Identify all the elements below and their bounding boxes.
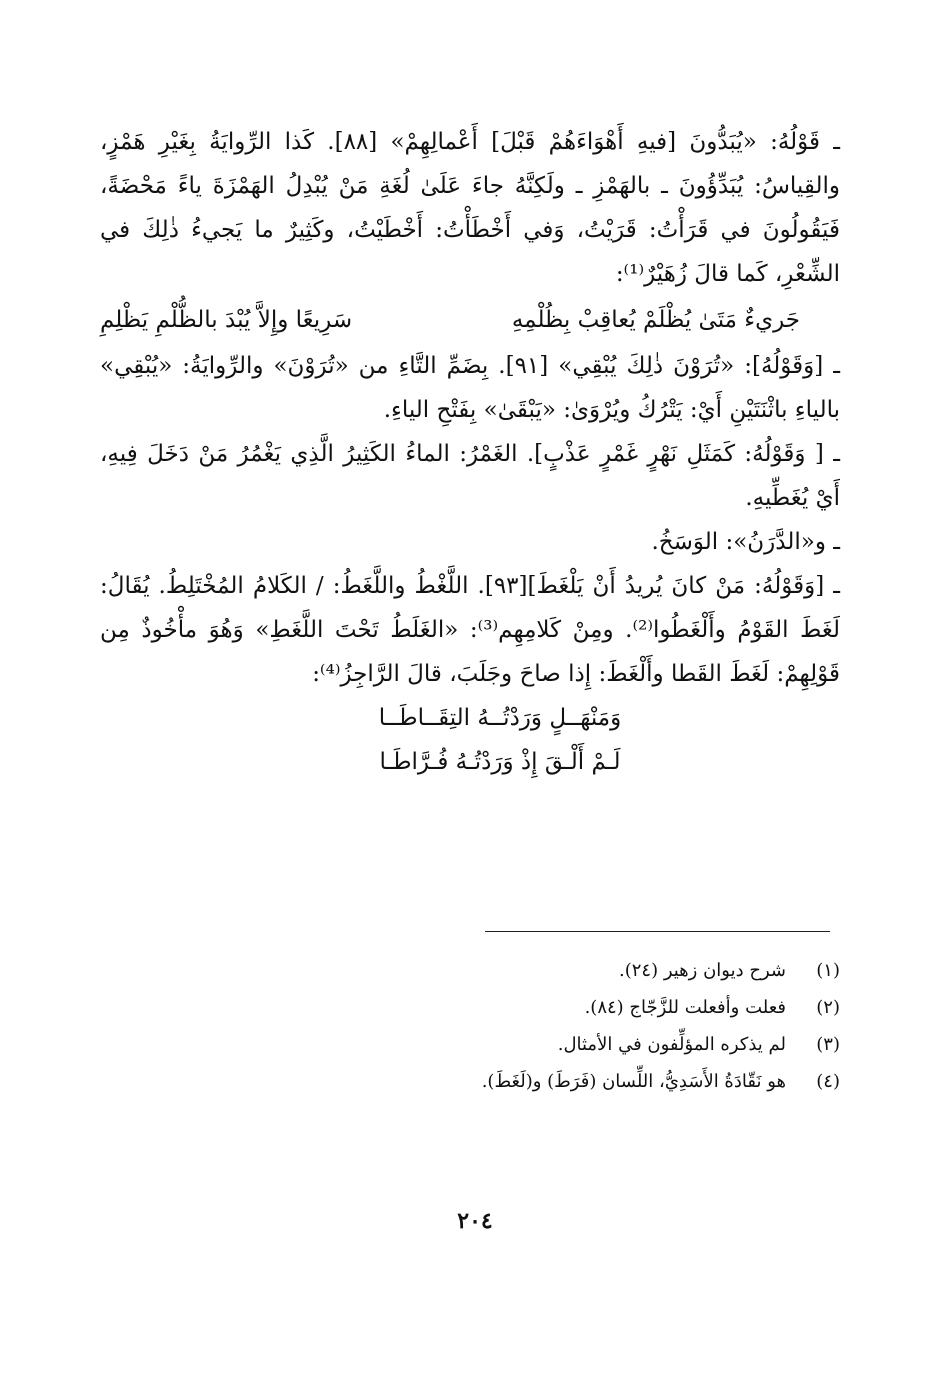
footnote-3 bbox=[300, 1026, 840, 1063]
page-number: ٢٠٤ bbox=[457, 1208, 493, 1234]
paragraph-1: ـ قَوْلُهُ: «يُبَدُّونَ [فيهِ أَهْوَاءَهُمْ قَبْلَ] أَعْمالِهِمْ» [٨٨]. كَذا الرِّوايَةُ بِغَيْرِ هَمْزٍ، والقِياسُ: يُبَدِّؤُونَ ـ بالهَمْزِ ـ ولَكِنَّهُ جاءَ عَلَىٰ لُغَةِ مَنْ يُبْدِلُ الهَمْزَةَ ياءً مَحْضَةً، فَيَقُولُونَ في قَرَأْتُ: قَرَيْتُ، وَفي أَخْطَأْتُ: أَخْطَيْتُ، وكَثِيرٌ ما يَجيءُ ذٰلِكَ في الشِّعْرِ، كَما قالَ زُهَيْرٌ⁽¹⁾: bbox=[100, 129, 840, 287]
paragraph-4: ـ و«الدَّرَنُ»: الوَسَخُ. bbox=[651, 529, 840, 555]
footnote-number: (١) bbox=[816, 960, 840, 981]
footnote-text: شرح ديوان زهير (٢٤). bbox=[618, 960, 786, 981]
footnote-number: (٢) bbox=[816, 997, 840, 1018]
footnote-text: هو نَقّادَةُ الأَسَدِيُّ، اللِّسان (فَرَطَ) و(لَغَطَ). bbox=[481, 1071, 786, 1092]
rajaz-verse-2: لَـمْ أَلْـقَ إِذْ وَرَدْتُـهُ فُـرَّاطَـا bbox=[379, 749, 621, 775]
paragraph-3: ـ [ وَقَوْلُهُ: كَمَثَلِ نَهْرٍ غَمْرٍ عَذْبٍ]. الغَمْرُ: الماءُ الكَثِيرُ الَّذِي يَغْمُرُ مَنْ دَخَلَ فِيهِ، أَيْ يُغَطِّيهِ. bbox=[100, 441, 840, 511]
verse-second-hemistich: سَرِيعًا وإِلاَّ يُبْدَ بالظُّلْمِ يَظْلِمِ bbox=[100, 307, 353, 333]
footnote-text: فعلت وأفعلت للزَّجّاج (٨٤). bbox=[584, 997, 786, 1018]
footnote-4 bbox=[300, 1063, 840, 1100]
main-text-block bbox=[100, 120, 840, 784]
footnote-number: (٣) bbox=[816, 1034, 840, 1055]
paragraph-5: ـ [وَقَوْلُهُ: مَنْ كانَ يُريدُ أَنْ يَلْغَطَ][٩٣]. اللَّغْطُ واللَّغَطُ: / الكَلامُ المُخْتَلِطُ. يُقَالُ: لَغَطَ القَوْمُ وأَلْغَطُوا⁽²⁾. ومِنْ كَلامِهِم⁽³⁾: «الغَلَطُ تَحْتَ اللَّغَطِ» وَهُوَ مأْخُوذٌ مِن قَوْلِهِمْ: لَغَطَ القَطا وأَلْغَطَ: إِذا صاحَ وجَلَبَ، قالَ الرَّاجِزُ⁽⁴⁾: bbox=[100, 573, 840, 687]
footnote-number: (٤) bbox=[816, 1071, 840, 1092]
footnote-1 bbox=[300, 952, 840, 989]
footnotes-block bbox=[300, 952, 840, 1100]
footnote-separator-line bbox=[485, 931, 830, 932]
rajaz-verse-1: وَمَنْهَــلٍ وَرَدْتُــهُ التِقَــاطَــا bbox=[378, 705, 622, 731]
footnote-2 bbox=[300, 989, 840, 1026]
paragraph-2: ـ [وَقَوْلُهُ]: «تُرَوْنَ ذٰلِكَ يُبْقِي» [٩١]. بِضَمِّ التَّاءِ من «تُرَوْنَ» والرِّوايَةُ: «يُبْقِي» بالياءِ باثْنَتَيْنِ أَيْ: يَتْرُكُ ويُرْوَىٰ: «يَبْقَىٰ» بِفَتْحِ الياءِ. bbox=[100, 353, 840, 423]
footnote-text: لم يذكره المؤلِّفون في الأمثال. bbox=[557, 1034, 786, 1055]
verse-first-hemistich: جَريءٌ مَتَىٰ يُظْلَمْ يُعاقِبْ بِظُلْمِهِ bbox=[511, 307, 800, 333]
verse-couplet-1 bbox=[100, 298, 840, 342]
